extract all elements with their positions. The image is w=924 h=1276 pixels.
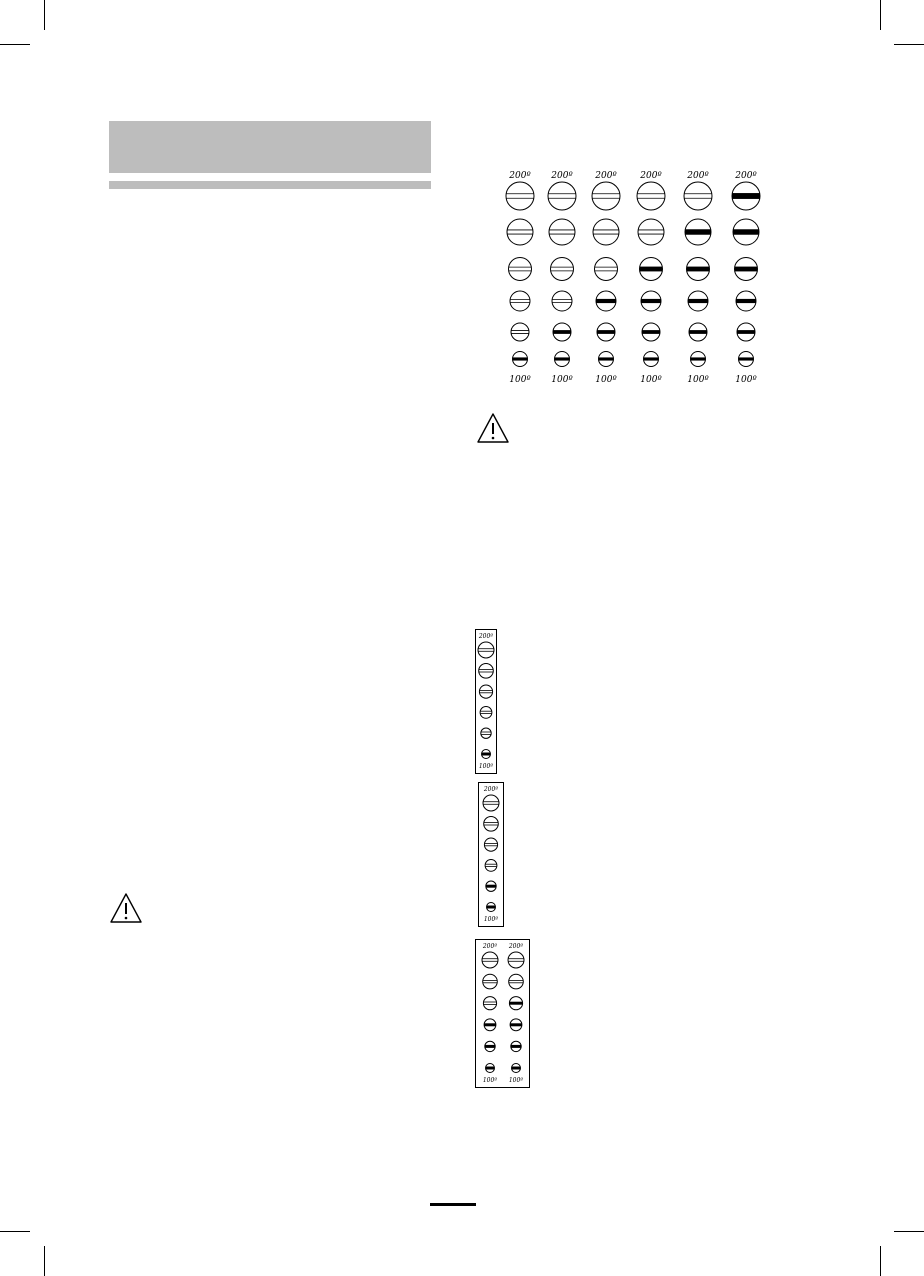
- knob-indicator-filled: [689, 323, 707, 341]
- crop-mark: [894, 44, 924, 45]
- knob-indicator-empty: [483, 795, 499, 811]
- knob-indicator-filled: [687, 258, 710, 281]
- knob-indicator-filled: [484, 1019, 496, 1031]
- knob-indicator-filled: [512, 1064, 521, 1073]
- knob-indicator-filled: [485, 1041, 495, 1051]
- thermostat-strip-2: [478, 782, 504, 927]
- crop-mark: [44, 0, 45, 30]
- knob-indicator-filled: [513, 352, 528, 367]
- top-temperature-label: 200º: [478, 633, 494, 640]
- knob-indicator-empty: [483, 974, 498, 989]
- knob-indicator-empty: [595, 258, 618, 281]
- knob-indicator-filled: [599, 352, 614, 367]
- top-temperature-label: 200º: [551, 171, 573, 181]
- knob-indicator-empty: [638, 219, 664, 245]
- crop-mark: [0, 44, 30, 45]
- knob-indicator-filled: [735, 258, 758, 281]
- knob-indicator-filled: [641, 291, 661, 311]
- top-temperature-label: 200º: [508, 943, 524, 950]
- bottom-temperature-label: 100º: [551, 375, 573, 385]
- section-header-band: [109, 121, 431, 173]
- knob-indicator-empty: [478, 642, 494, 658]
- page-number-rule: [430, 1203, 476, 1206]
- bottom-temperature-label: 100º: [482, 1077, 498, 1084]
- knob-indicator-empty: [552, 291, 572, 311]
- bottom-temperature-label: 100º: [640, 375, 662, 385]
- knob-indicator-empty: [479, 664, 494, 679]
- knob-indicator-empty: [684, 182, 712, 210]
- knob-indicator-filled: [685, 219, 711, 245]
- knob-indicator-filled: [509, 997, 522, 1010]
- crop-mark: [880, 0, 881, 30]
- knob-indicator-empty: [484, 817, 499, 832]
- crop-mark: [44, 1246, 45, 1276]
- crop-mark: [880, 1246, 881, 1276]
- knob-indicator-filled: [733, 219, 759, 245]
- top-temperature-label: 200º: [595, 171, 617, 181]
- knob-indicator-filled: [736, 291, 756, 311]
- knob-indicator-filled: [487, 903, 496, 912]
- knob-indicator-empty: [510, 291, 530, 311]
- knob-indicator-empty: [551, 258, 574, 281]
- warning-triangle-icon: [476, 412, 510, 444]
- top-temperature-label: 200º: [482, 943, 498, 950]
- bottom-temperature-label: 100º: [508, 1077, 524, 1084]
- knob-indicator-empty: [592, 182, 620, 210]
- knob-indicator-empty: [482, 952, 498, 968]
- crop-mark: [0, 1231, 30, 1232]
- knob-indicator-filled: [640, 258, 663, 281]
- thermostat-strip-1: [475, 629, 497, 774]
- knob-indicator-empty: [481, 728, 491, 738]
- knob-indicator-filled: [596, 291, 616, 311]
- temperature-setting-matrix: [490, 160, 780, 390]
- warning-triangle-icon: [109, 892, 143, 924]
- knob-indicator-filled: [511, 1041, 521, 1051]
- knob-indicator-empty: [509, 258, 532, 281]
- top-temperature-label: 200º: [509, 171, 531, 181]
- knob-indicator-filled: [732, 182, 760, 210]
- knob-indicator-filled: [486, 881, 496, 891]
- top-temperature-label: 200º: [687, 171, 709, 181]
- knob-indicator-filled: [737, 323, 755, 341]
- knob-indicator-filled: [597, 323, 615, 341]
- bottom-temperature-label: 100º: [595, 375, 617, 385]
- top-temperature-label: 200º: [483, 786, 499, 793]
- knob-indicator-filled: [510, 1019, 522, 1031]
- knob-indicator-filled: [691, 352, 706, 367]
- knob-indicator-empty: [479, 685, 492, 698]
- knob-indicator-filled: [688, 291, 708, 311]
- knob-indicator-empty: [549, 219, 575, 245]
- knob-indicator-empty: [548, 182, 576, 210]
- crop-mark: [894, 1231, 924, 1232]
- bottom-temperature-label: 100º: [483, 916, 499, 923]
- knob-indicator-empty: [480, 707, 492, 719]
- section-header-rule: [109, 181, 431, 189]
- thermostat-strip-3: [475, 939, 530, 1088]
- knob-indicator-empty: [593, 219, 619, 245]
- knob-indicator-filled: [555, 352, 570, 367]
- knob-indicator-empty: [511, 323, 529, 341]
- knob-indicator-empty: [508, 952, 524, 968]
- knob-indicator-empty: [509, 974, 524, 989]
- knob-indicator-filled: [486, 1064, 495, 1073]
- knob-indicator-empty: [637, 182, 665, 210]
- knob-indicator-filled: [482, 750, 491, 759]
- knob-indicator-empty: [483, 997, 496, 1010]
- bottom-temperature-label: 100º: [687, 375, 709, 385]
- knob-indicator-empty: [485, 860, 497, 872]
- top-temperature-label: 200º: [735, 171, 757, 181]
- bottom-temperature-label: 100º: [735, 375, 757, 385]
- top-temperature-label: 200º: [640, 171, 662, 181]
- knob-indicator-filled: [644, 352, 659, 367]
- bottom-temperature-label: 100º: [509, 375, 531, 385]
- knob-indicator-empty: [506, 182, 534, 210]
- knob-indicator-filled: [739, 352, 754, 367]
- knob-indicator-filled: [642, 323, 660, 341]
- bottom-temperature-label: 100º: [478, 763, 494, 770]
- knob-indicator-empty: [507, 219, 533, 245]
- knob-indicator-filled: [553, 323, 571, 341]
- knob-indicator-empty: [484, 838, 497, 851]
